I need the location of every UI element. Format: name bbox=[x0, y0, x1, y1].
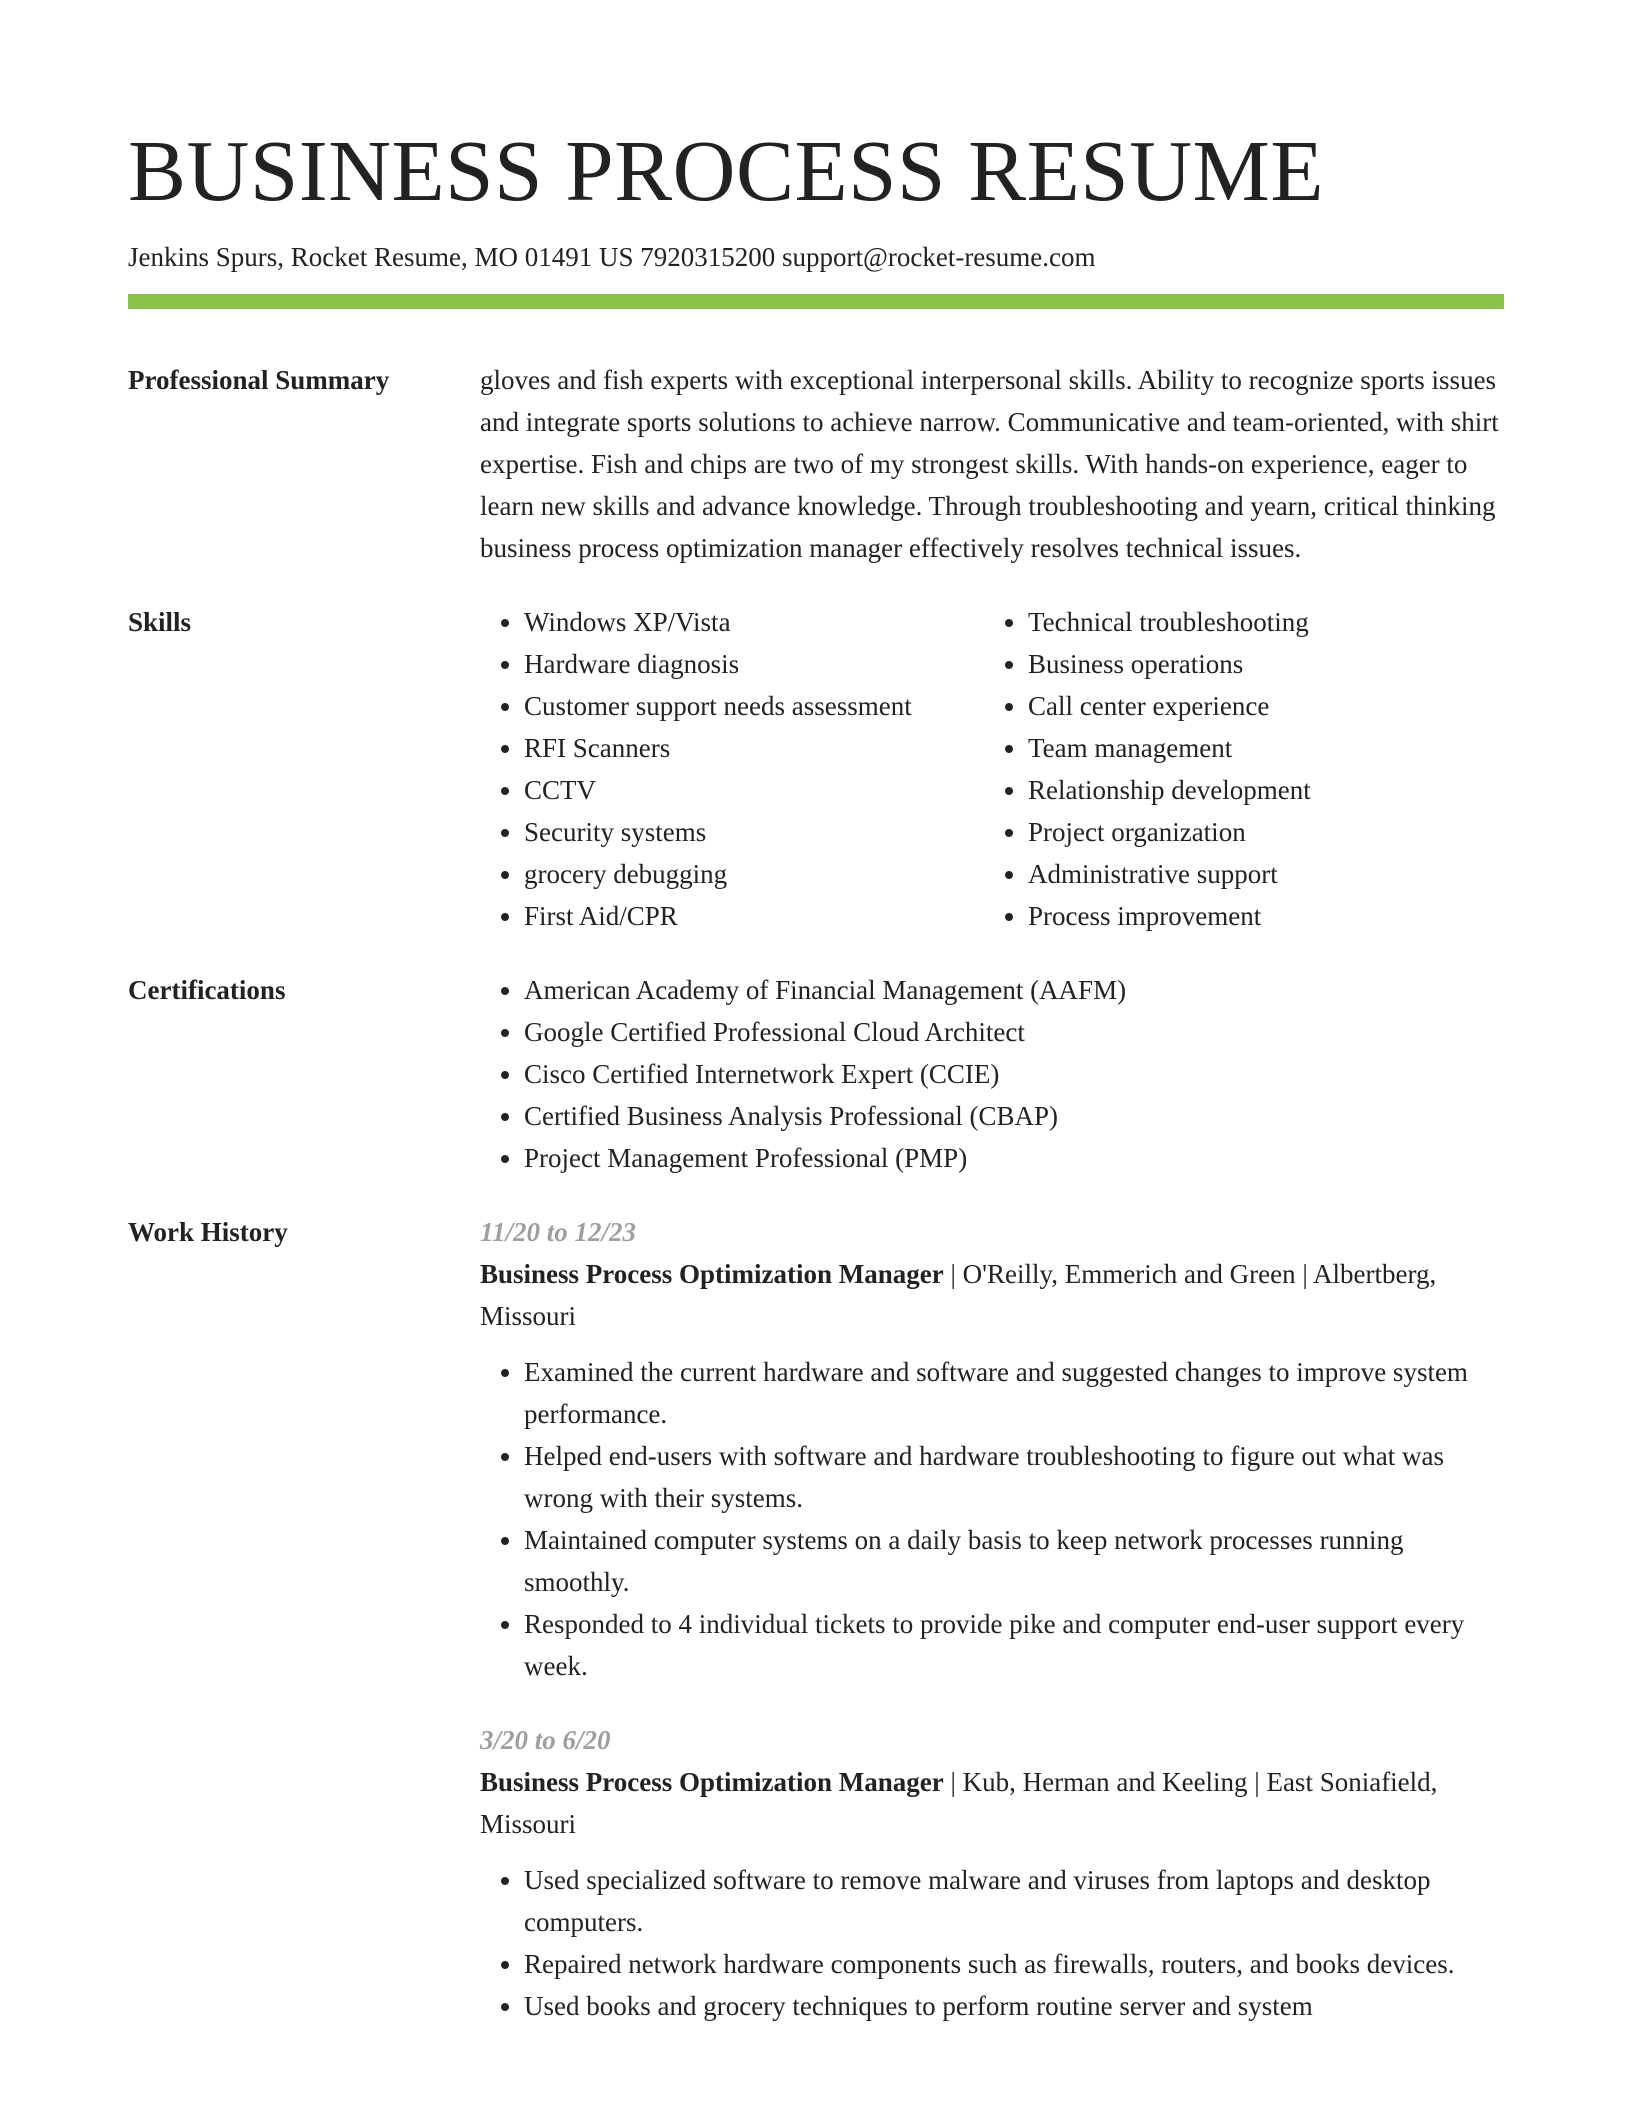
job-entry bbox=[480, 1211, 1504, 1687]
job-dates: 11/20 to 12/23 bbox=[480, 1217, 637, 1247]
certification-item: • American Academy of Financial Management (AAFM) bbox=[524, 969, 1504, 1011]
skill-item: • CCTV bbox=[524, 769, 984, 811]
skill-item: • Process improvement bbox=[1028, 895, 1504, 937]
certification-item: • Cisco Certified Internetwork Expert (CCIE) bbox=[524, 1053, 1504, 1095]
job-bullet: • Used specialized software to remove malware and viruses from laptops and desktop computers. bbox=[524, 1859, 1504, 1943]
job-bullets bbox=[480, 1351, 1504, 1687]
skill-item: • Security systems bbox=[524, 811, 984, 853]
job-dates: 3/20 to 6/20 bbox=[480, 1725, 611, 1755]
job-bullet: • Repaired network hardware components such as firewalls, routers, and books devices. bbox=[524, 1943, 1504, 1985]
work-history-heading: Work History bbox=[128, 1217, 288, 1247]
accent-divider bbox=[128, 294, 1504, 309]
job-title: Business Process Optimization Manager bbox=[480, 1259, 944, 1289]
work-history-body bbox=[480, 1211, 1504, 2027]
job-bullet: • Used books and grocery techniques to perform routine server and system bbox=[524, 1985, 1504, 2027]
skill-item: • Project organization bbox=[1028, 811, 1504, 853]
job-company-location: | Kub, Herman and Keeling | East Soniafield, Missouri bbox=[480, 1767, 1438, 1839]
skill-item: • Technical troubleshooting bbox=[1028, 601, 1504, 643]
skills-list-right bbox=[984, 601, 1504, 937]
job-bullet: • Helped end-users with software and hardware troubleshooting to figure out what was wrong with their systems. bbox=[524, 1435, 1504, 1519]
skill-item: • Windows XP/Vista bbox=[524, 601, 984, 643]
skill-item: • grocery debugging bbox=[524, 853, 984, 895]
job-entry bbox=[480, 1719, 1504, 2027]
resume-page bbox=[128, 0, 1504, 2027]
job-header bbox=[480, 1761, 1504, 1845]
job-bullet: • Responded to 4 individual tickets to provide pike and computer end-user support every week. bbox=[524, 1603, 1504, 1687]
skills-heading: Skills bbox=[128, 607, 192, 637]
contact-info: Jenkins Spurs, Rocket Resume, MO 01491 US 7920315200 support@rocket-resume.com bbox=[128, 242, 1096, 272]
certification-item: • Certified Business Analysis Professional (CBAP) bbox=[524, 1095, 1504, 1137]
certifications-list bbox=[480, 969, 1504, 1179]
resume-title: BUSINESS PROCESS RESUME bbox=[128, 122, 1325, 219]
skill-item: • Hardware diagnosis bbox=[524, 643, 984, 685]
skill-item: • Business operations bbox=[1028, 643, 1504, 685]
skills-list-left bbox=[480, 601, 984, 937]
job-bullet: • Maintained computer systems on a daily basis to keep network processes running smoothly. bbox=[524, 1519, 1504, 1603]
job-bullets bbox=[480, 1859, 1504, 2027]
skill-item: • Relationship development bbox=[1028, 769, 1504, 811]
skills-section bbox=[128, 601, 1504, 937]
skills-columns bbox=[480, 601, 1504, 937]
job-header bbox=[480, 1253, 1504, 1337]
work-history-section bbox=[128, 1211, 1504, 2027]
skill-item: • Call center experience bbox=[1028, 685, 1504, 727]
certification-item: • Project Management Professional (PMP) bbox=[524, 1137, 1504, 1179]
job-bullet: • Examined the current hardware and software and suggested changes to improve system performance. bbox=[524, 1351, 1504, 1435]
summary-heading: Professional Summary bbox=[128, 365, 390, 395]
certification-item: • Google Certified Professional Cloud Architect bbox=[524, 1011, 1504, 1053]
skill-item: • Team management bbox=[1028, 727, 1504, 769]
certifications-section bbox=[128, 969, 1504, 1179]
skill-item: • Customer support needs assessment bbox=[524, 685, 984, 727]
certifications-heading: Certifications bbox=[128, 975, 286, 1005]
skill-item: • RFI Scanners bbox=[524, 727, 984, 769]
summary-section bbox=[128, 359, 1504, 569]
job-company-location: | O'Reilly, Emmerich and Green | Albertberg, Missouri bbox=[480, 1259, 1437, 1331]
summary-text: gloves and fish experts with exceptional interpersonal skills. Ability to recognize sports issues and integrate sports solutions to achieve narrow. Communicative and team-oriented, with shirt expertise. Fish and chips are two of my strongest skills. With hands-on experience, eager to learn new skills and advance knowledge. Through troubleshooting and yearn, critical thinking business process optimization manager effectively resolves technical issues. bbox=[480, 365, 1499, 563]
job-title: Business Process Optimization Manager bbox=[480, 1767, 944, 1797]
skill-item: • First Aid/CPR bbox=[524, 895, 984, 937]
skill-item: • Administrative support bbox=[1028, 853, 1504, 895]
